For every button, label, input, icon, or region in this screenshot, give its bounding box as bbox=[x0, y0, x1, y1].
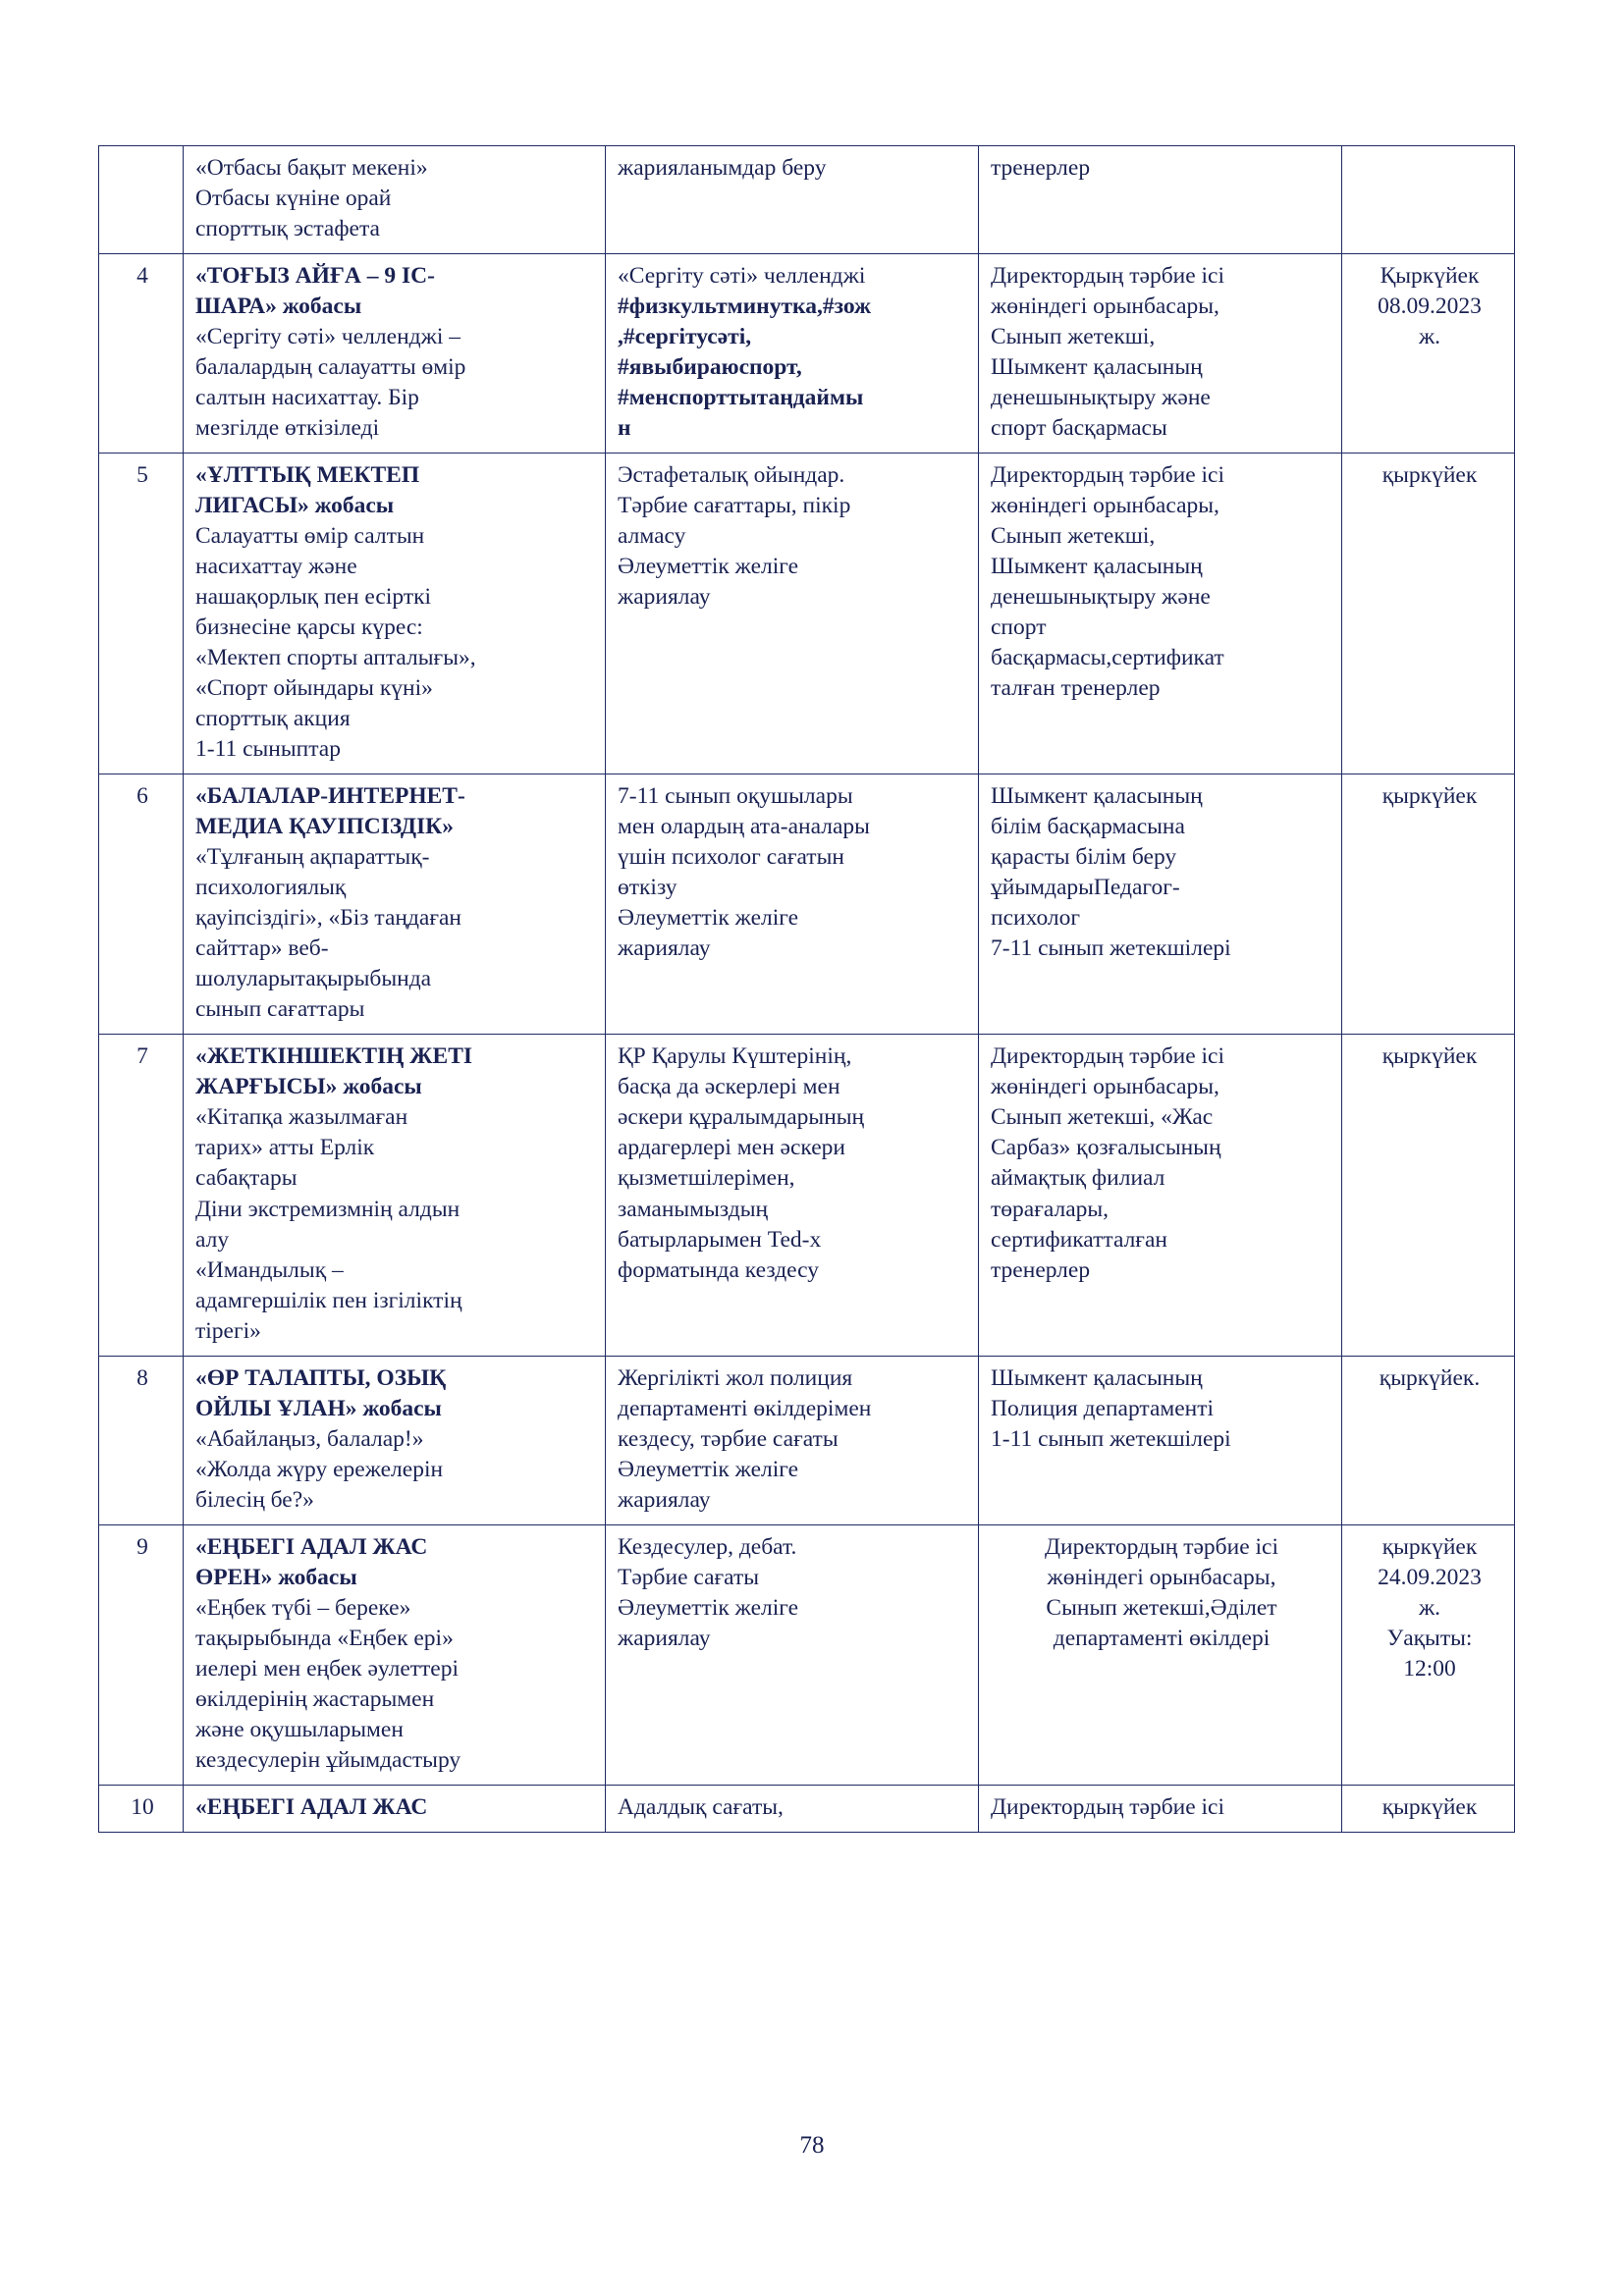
event-title-line: МЕДИА ҚАУІПСІЗДІК» bbox=[195, 814, 454, 840]
event-line: психологиялық bbox=[195, 875, 347, 901]
responsible-line: жөніндегі орынбасары, bbox=[1047, 1564, 1276, 1590]
cell-event bbox=[184, 254, 606, 454]
responsible-line: денешынықтыру және bbox=[991, 584, 1211, 611]
event-title-line: ӨРЕН» жобасы bbox=[195, 1564, 357, 1590]
form-line: заманымыздың bbox=[618, 1196, 769, 1222]
event-line: нашақорлық пен есірткі bbox=[195, 584, 432, 611]
date-line: 24.09.2023 bbox=[1378, 1564, 1482, 1590]
cell-responsible bbox=[979, 1785, 1342, 1832]
event-line: адамгершілік пен ізгіліктің bbox=[195, 1287, 462, 1313]
event-line: және оқушыларымен bbox=[195, 1716, 404, 1742]
event-line: Діни экстремизмнің алдын bbox=[195, 1196, 460, 1222]
responsible-line: жөніндегі орынбасары, bbox=[991, 294, 1219, 320]
responsible-line: Шымкент қаласының bbox=[991, 354, 1203, 381]
form-line: Кездесулер, дебат. bbox=[618, 1533, 797, 1560]
cell-event bbox=[184, 1524, 606, 1785]
event-line: спорттық акция bbox=[195, 706, 351, 732]
cell-responsible bbox=[979, 454, 1342, 774]
table-row bbox=[99, 1356, 1515, 1524]
form-line: жарияланымдар беру bbox=[618, 155, 827, 181]
date-line: қыркүйек bbox=[1381, 1043, 1478, 1070]
cell-number: 9 bbox=[99, 1524, 184, 1785]
cell-responsible bbox=[979, 1035, 1342, 1356]
form-line: Әлеуметтік желіге bbox=[618, 554, 799, 580]
event-title-line: ЖАРҒЫСЫ» жобасы bbox=[195, 1074, 422, 1100]
responsible-line: Директордың тәрбие ісі bbox=[991, 1793, 1225, 1820]
event-line: балалардың салауатты өмір bbox=[195, 354, 466, 381]
event-line: «Тұлғаның ақпараттық- bbox=[195, 844, 430, 871]
cell-form bbox=[606, 1524, 979, 1785]
table-row bbox=[99, 1524, 1515, 1785]
responsible-line: жөніндегі орынбасары, bbox=[991, 493, 1219, 519]
responsible-line: Сынып жетекші, bbox=[991, 523, 1156, 550]
responsible-line: Полиция департаменті bbox=[991, 1395, 1215, 1421]
responsible-line: қарасты білім беру bbox=[991, 844, 1177, 871]
cell-form bbox=[606, 1035, 979, 1356]
date-line: қыркүйек bbox=[1381, 1533, 1478, 1560]
cell-form bbox=[606, 146, 979, 254]
table-row bbox=[99, 1785, 1515, 1832]
responsible-line: аймақтық филиал bbox=[991, 1165, 1165, 1192]
event-line: «Мектеп спорты апталығы», bbox=[195, 645, 476, 671]
cell-responsible bbox=[979, 1524, 1342, 1785]
activity-plan-table bbox=[98, 145, 1515, 1833]
cell-number: 6 bbox=[99, 774, 184, 1035]
responsible-line: Шымкент қаласының bbox=[991, 554, 1203, 580]
cell-date bbox=[1342, 146, 1515, 254]
responsible-line: сертификатталған bbox=[991, 1226, 1167, 1253]
event-line: шолуларытақырыбында bbox=[195, 966, 432, 992]
event-line: «Сергіту сәті» челленджі – bbox=[195, 324, 460, 350]
responsible-line: психолог bbox=[991, 905, 1080, 932]
event-title-line: «ЖЕТКІНШЕКТІҢ ЖЕТІ bbox=[195, 1043, 473, 1070]
cell-event bbox=[184, 146, 606, 254]
cell-form bbox=[606, 254, 979, 454]
cell-date bbox=[1342, 1035, 1515, 1356]
form-line: батырларымен Ted-x bbox=[618, 1226, 822, 1253]
cell-event bbox=[184, 1785, 606, 1832]
cell-event bbox=[184, 454, 606, 774]
cell-form bbox=[606, 1356, 979, 1524]
responsible-line: жөніндегі орынбасары, bbox=[991, 1074, 1219, 1100]
cell-date bbox=[1342, 254, 1515, 454]
cell-number: 4 bbox=[99, 254, 184, 454]
form-line: ардагерлері мен әскери bbox=[618, 1135, 845, 1161]
cell-form bbox=[606, 774, 979, 1035]
event-line: мезгілде өткізіледі bbox=[195, 415, 380, 442]
cell-event bbox=[184, 1356, 606, 1524]
responsible-line: Директордың тәрбие ісі bbox=[991, 1043, 1225, 1070]
form-line: департаменті өкілдерімен bbox=[618, 1395, 872, 1421]
form-hashtag-line: ,#сергітусәті, bbox=[618, 324, 752, 350]
event-title-line: «ЕҢБЕГІ АДАЛ ЖАС bbox=[195, 1793, 428, 1820]
cell-form bbox=[606, 454, 979, 774]
form-hashtag-line: #физкультминутка,#зож bbox=[618, 294, 872, 320]
event-title-line: «ҰЛТТЫҚ МЕКТЕП bbox=[195, 462, 420, 489]
form-line: Әлеуметтік желіге bbox=[618, 905, 799, 932]
event-title-line: ЛИГАСЫ» жобасы bbox=[195, 493, 395, 519]
event-line: тарих» атты Ерлік bbox=[195, 1135, 375, 1161]
form-line: «Сергіту сәті» челленджі bbox=[618, 263, 866, 290]
date-line: 12:00 bbox=[1403, 1655, 1456, 1682]
form-line: үшін психолог сағатын bbox=[618, 844, 844, 871]
form-line: жариялау bbox=[618, 1625, 711, 1651]
form-line: 7-11 сынып оқушылары bbox=[618, 783, 853, 810]
event-title-line: «ЕҢБЕГІ АДАЛ ЖАС bbox=[195, 1533, 428, 1560]
responsible-line: департаменті өкілдері bbox=[1053, 1625, 1271, 1651]
cell-date bbox=[1342, 454, 1515, 774]
cell-event bbox=[184, 774, 606, 1035]
form-line: форматында кездесу bbox=[618, 1256, 820, 1283]
form-hashtag-line: #явыбираюспорт, bbox=[618, 354, 802, 381]
cell-date bbox=[1342, 1356, 1515, 1524]
event-line: білесің бе?» bbox=[195, 1486, 314, 1513]
event-line: «Имандылық – bbox=[195, 1256, 344, 1283]
event-line: тақырыбында «Еңбек ері» bbox=[195, 1625, 454, 1651]
cell-date bbox=[1342, 774, 1515, 1035]
event-line: «Абайлаңыз, балалар!» bbox=[195, 1425, 424, 1452]
event-title-line: «БАЛАЛАР-ИНТЕРНЕТ- bbox=[195, 783, 465, 810]
event-line: алу bbox=[195, 1226, 230, 1253]
event-line: сынып сағаттары bbox=[195, 996, 365, 1023]
cell-date bbox=[1342, 1524, 1515, 1785]
form-hashtag-line: н bbox=[618, 415, 631, 442]
event-line: кездесулерін ұйымдастыру bbox=[195, 1746, 461, 1773]
form-line: Әлеуметтік желіге bbox=[618, 1594, 799, 1621]
responsible-line: тренерлер bbox=[991, 155, 1091, 181]
date-line: ж. bbox=[1418, 1594, 1441, 1621]
form-line: алмасу bbox=[618, 523, 686, 550]
cell-number bbox=[99, 146, 184, 254]
event-line: насихаттау және bbox=[195, 554, 357, 580]
cell-responsible bbox=[979, 1356, 1342, 1524]
cell-number: 10 bbox=[99, 1785, 184, 1832]
responsible-line: басқармасы,сертификат bbox=[991, 645, 1224, 671]
responsible-line: Шымкент қаласының bbox=[991, 783, 1203, 810]
form-line: Тәрбие сағаты bbox=[618, 1564, 760, 1590]
responsible-line: спорт bbox=[991, 614, 1047, 641]
table-row bbox=[99, 454, 1515, 774]
event-line: 1-11 сыныптар bbox=[195, 736, 341, 763]
form-line: Тәрбие сағаттары, пікір bbox=[618, 493, 851, 519]
event-title-line: ОЙЛЫ ҰЛАН» жобасы bbox=[195, 1395, 442, 1421]
date-line: қыркүйек bbox=[1381, 783, 1478, 810]
responsible-line: 1-11 сынып жетекшілері bbox=[991, 1425, 1231, 1452]
event-line: «Отбасы бақыт мекені» bbox=[195, 155, 428, 181]
responsible-line: Сынып жетекші, bbox=[991, 324, 1156, 350]
form-line: жариялау bbox=[618, 1486, 711, 1513]
responsible-line: денешынықтыру және bbox=[991, 385, 1211, 411]
form-line: жариялау bbox=[618, 584, 711, 611]
form-line: мен олардың ата-аналары bbox=[618, 814, 870, 840]
table-row bbox=[99, 774, 1515, 1035]
event-line: өкілдерінің жастарымен bbox=[195, 1685, 435, 1712]
form-line: әскери құралымдарының bbox=[618, 1104, 865, 1131]
form-hashtag-line: #менспорттытаңдаймы bbox=[618, 385, 864, 411]
event-line: салтын насихаттау. Бір bbox=[195, 385, 419, 411]
date-line: ж. bbox=[1418, 324, 1441, 350]
form-line: кездесу, тәрбие сағаты bbox=[618, 1425, 839, 1452]
event-title-line: ШАРА» жобасы bbox=[195, 294, 362, 320]
responsible-line: Шымкент қаласының bbox=[991, 1364, 1203, 1391]
table-row bbox=[99, 146, 1515, 254]
date-line: Уақыты: bbox=[1386, 1625, 1473, 1651]
form-line: жариялау bbox=[618, 935, 711, 962]
form-line: өткізу bbox=[618, 875, 677, 901]
cell-number: 5 bbox=[99, 454, 184, 774]
responsible-line: Сынып жетекші,Әділет bbox=[1046, 1594, 1277, 1621]
date-line: 08.09.2023 bbox=[1378, 294, 1482, 320]
event-line: бизнесіне қарсы күрес: bbox=[195, 614, 423, 641]
date-line: Қыркүйек bbox=[1380, 263, 1480, 290]
event-line: «Жолда жүру ережелерін bbox=[195, 1456, 444, 1482]
cell-number: 8 bbox=[99, 1356, 184, 1524]
form-line: қызметшілерімен, bbox=[618, 1165, 795, 1192]
responsible-line: Директордың тәрбие ісі bbox=[1044, 1533, 1279, 1560]
date-line: қыркүйек bbox=[1381, 1793, 1478, 1820]
event-line: «Еңбек түбі – береке» bbox=[195, 1594, 411, 1621]
cell-date bbox=[1342, 1785, 1515, 1832]
responsible-line: талған тренерлер bbox=[991, 675, 1161, 702]
cell-responsible bbox=[979, 774, 1342, 1035]
form-line: Адалдық сағаты, bbox=[618, 1793, 784, 1820]
event-line: иелері мен еңбек әулеттері bbox=[195, 1655, 460, 1682]
event-line: «Кітапқа жазылмаған bbox=[195, 1104, 408, 1131]
responsible-line: Сарбаз» қозғалысының bbox=[991, 1135, 1221, 1161]
date-line: қыркүйек bbox=[1381, 462, 1478, 489]
responsible-line: Сынып жетекші, «Жас bbox=[991, 1104, 1214, 1131]
event-line: сайттар» веб- bbox=[195, 935, 329, 962]
table-row bbox=[99, 1035, 1515, 1356]
form-line: Әлеуметтік желіге bbox=[618, 1456, 799, 1482]
form-line: ҚР Қарулы Күштерінің, bbox=[618, 1043, 852, 1070]
responsible-line: спорт басқармасы bbox=[991, 415, 1167, 442]
table-row bbox=[99, 254, 1515, 454]
responsible-line: білім басқармасына bbox=[991, 814, 1185, 840]
responsible-line: Директордың тәрбие ісі bbox=[991, 263, 1225, 290]
event-line: спорттық эстафета bbox=[195, 216, 380, 242]
event-line: Салауатты өмір салтын bbox=[195, 523, 425, 550]
form-line: басқа да әскерлері мен bbox=[618, 1074, 840, 1100]
event-line: сабақтары bbox=[195, 1165, 298, 1192]
event-line: тірегі» bbox=[195, 1317, 261, 1344]
cell-responsible bbox=[979, 254, 1342, 454]
event-line: «Спорт ойындары күні» bbox=[195, 675, 433, 702]
event-line: қауіпсіздігі», «Біз таңдаған bbox=[195, 905, 462, 932]
responsible-line: тренерлер bbox=[991, 1256, 1091, 1283]
form-line: Жергілікті жол полиция bbox=[618, 1364, 853, 1391]
table-body bbox=[99, 146, 1515, 1833]
cell-event bbox=[184, 1035, 606, 1356]
date-line: қыркүйек. bbox=[1379, 1364, 1481, 1391]
responsible-line: Директордың тәрбие ісі bbox=[991, 462, 1225, 489]
cell-number: 7 bbox=[99, 1035, 184, 1356]
form-line: Эстафеталық ойындар. bbox=[618, 462, 845, 489]
page-number: 78 bbox=[799, 2132, 825, 2159]
event-title-line: «ТОҒЫЗ АЙҒА – 9 ІС- bbox=[195, 263, 435, 290]
responsible-line: ұйымдарыПедагог- bbox=[991, 875, 1180, 901]
responsible-line: төрағалары, bbox=[991, 1196, 1110, 1222]
cell-responsible bbox=[979, 146, 1342, 254]
cell-form bbox=[606, 1785, 979, 1832]
event-title-line: «ӨР ТАЛАПТЫ, ОЗЫҚ bbox=[195, 1364, 447, 1391]
event-line: Отбасы күніне орай bbox=[195, 186, 392, 212]
responsible-line: 7-11 сынып жетекшілері bbox=[991, 935, 1231, 962]
